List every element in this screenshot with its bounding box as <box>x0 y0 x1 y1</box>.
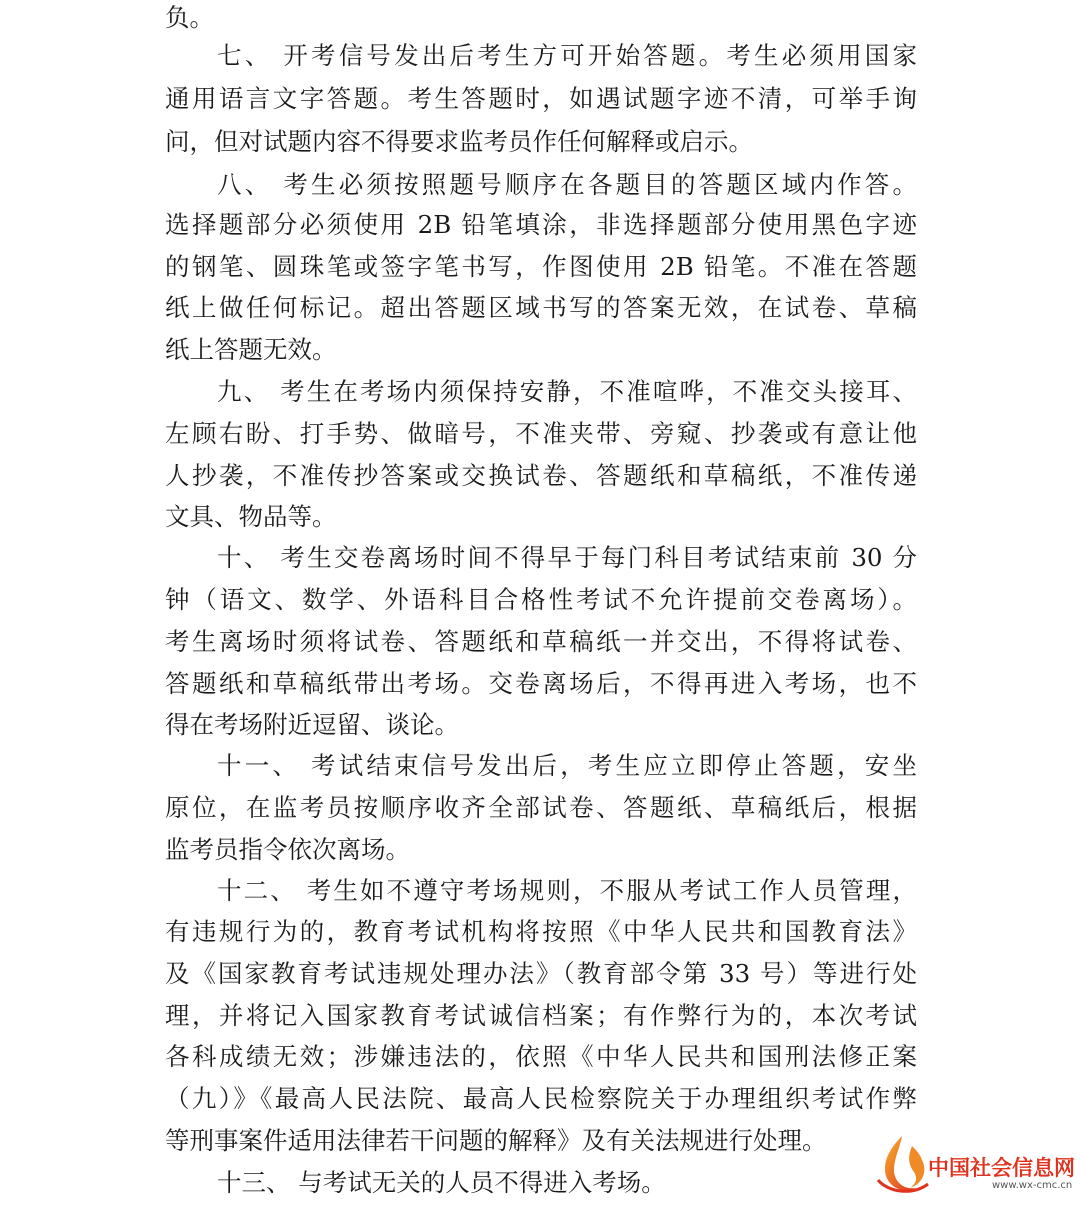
text-line: 十二、 考生如不遵守考场规则，不服从考试工作人员管理， <box>217 876 917 905</box>
text-line: 理，并将记入国家教育考试诚信档案；有作弊行为的，本次考试 <box>165 1001 917 1030</box>
text-line: 纸上做任何标记。超出答题区域书写的答案无效，在试卷、草稿 <box>165 293 917 322</box>
text-line: 有违规行为的，教育考试机构将按照《中华人民共和国教育法》 <box>165 917 917 946</box>
text-line: 八、 考生必须按照题号顺序在各题目的答题区域内作答。 <box>217 170 917 199</box>
watermark-url: www.wx-cmc.cn <box>992 1180 1073 1191</box>
text-line: 纸上答题无效。 <box>165 335 337 364</box>
text-line: （九）》《最高人民法院、最高人民检察院关于办理组织考试作弊 <box>165 1084 917 1113</box>
text-line: 文具、物品等。 <box>165 502 337 531</box>
watermark-title: 中国社会信息网 <box>928 1156 1075 1180</box>
text-line: 十一、 考试结束信号发出后，考生应立即停止答题，安坐 <box>217 751 917 780</box>
text-line: 人抄袭，不准传抄答案或交换试卷、答题纸和草稿纸，不准传递 <box>165 461 917 490</box>
text-line: 选择题部分必须使用 2B 铅笔填涂，非选择题部分使用黑色字迹 <box>165 210 917 239</box>
text-line: 得在考场附近逗留、谈论。 <box>165 710 459 739</box>
text-line: 十、 考生交卷离场时间不得早于每门科目考试结束前 30 分 <box>217 543 917 572</box>
text-line: 的钢笔、圆珠笔或签字笔书写，作图使用 2B 铅笔。不准在答题 <box>165 252 917 281</box>
site-watermark <box>868 1128 1080 1198</box>
text-line: 十三、 与考试无关的人员不得进入考场。 <box>217 1168 666 1197</box>
text-line: 答题纸和草稿纸带出考场。交卷离场后，不得再进入考场，也不 <box>165 669 917 698</box>
text-line: 及《国家教育考试违规处理办法》（教育部令第 33 号）等进行处 <box>165 959 917 988</box>
text-line: 问，但对试题内容不得要求监考员作任何解释或启示。 <box>165 127 753 156</box>
text-line: 各科成绩无效；涉嫌违法的，依照《中华人民共和国刑法修正案 <box>165 1042 917 1071</box>
text-line: 原位，在监考员按顺序收齐全部试卷、答题纸、草稿纸后，根据 <box>165 793 917 822</box>
text-line: 钟（语文、数学、外语科目合格性考试不允许提前交卷离场）。 <box>165 585 917 614</box>
text-line: 七、 开考信号发出后考生方可开始答题。考生必须用国家 <box>217 41 917 70</box>
text-line: 负。 <box>165 3 214 32</box>
text-line: 等刑事案件适用法律若干问题的解释》及有关法规进行处理。 <box>165 1126 827 1155</box>
text-line: 九、 考生在考场内须保持安静，不准喧哗，不准交头接耳、 <box>217 377 917 406</box>
text-line: 监考员指令依次离场。 <box>165 835 410 864</box>
text-line: 通用语言文字答题。考生答题时，如遇试题字迹不清，可举手询 <box>165 84 917 113</box>
text-line: 左顾右盼、打手势、做暗号，不准夹带、旁窥、抄袭或有意让他 <box>165 419 917 448</box>
text-line: 考生离场时须将试卷、答题纸和草稿纸一并交出，不得将试卷、 <box>165 627 917 656</box>
